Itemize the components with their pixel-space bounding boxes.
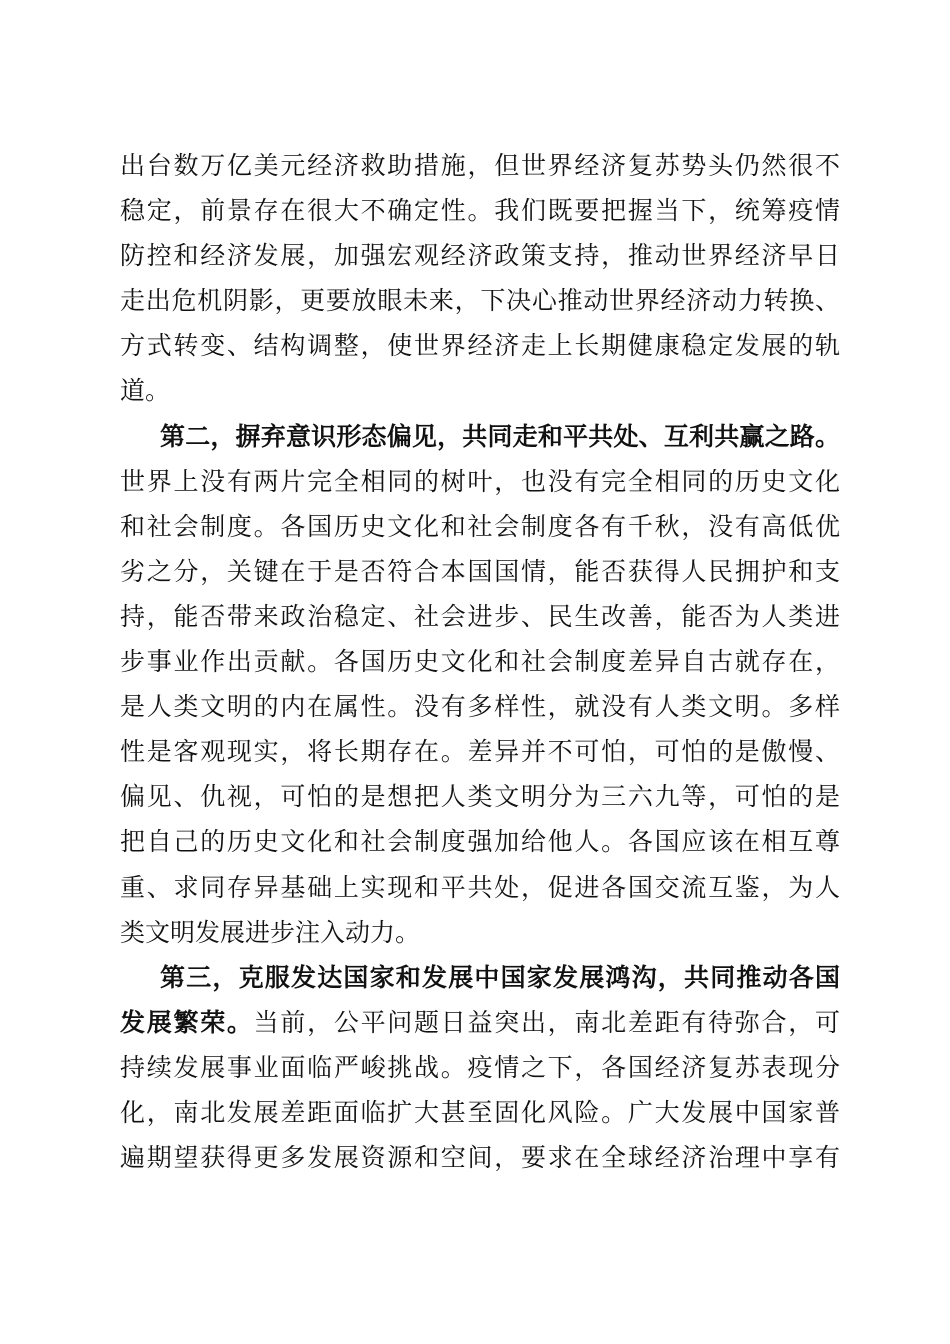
text-line: 稳定，前景存在很大不确定性。我们既要把握当下，统筹疫情 (120, 196, 840, 226)
text-line: 步事业作出贡献。各国历史文化和社会制度差异自古就存在， (120, 647, 840, 677)
text-line: 防控和经济发展，加强宏观经济政策支持，推动世界经济早日 (120, 241, 840, 271)
text-line-mixed (120, 1000, 840, 1045)
text-line: 出台数万亿美元经济救助措施，但世界经济复苏势头仍然很不 (120, 151, 840, 180)
paragraph-2 (120, 414, 840, 955)
text-line: 和社会制度。各国历史文化和社会制度各有千秋，没有高低优 (120, 511, 840, 541)
text-line: 化，南北发展差距面临扩大甚至固化风险。广大发展中国家普 (120, 1097, 840, 1127)
paragraph-1 (120, 143, 840, 414)
paragraph-heading: 第二，摒弃意识形态偏见，共同走和平共处、互利共赢之路。 (160, 421, 840, 451)
text-line: 是人类文明的内在属性。没有多样性，就没有人类文明。多样 (120, 692, 840, 722)
text-line: 持，能否带来政治稳定、社会进步、民生改善，能否为人类进 (120, 601, 840, 631)
text-line: 偏见、仇视，可怕的是想把人类文明分为三六九等，可怕的是 (120, 782, 840, 812)
document-body (120, 143, 840, 1180)
paragraph-heading-end: 发展繁荣。 (120, 1007, 254, 1037)
text-line: 劣之分，关键在于是否符合本国国情，能否获得人民拥护和支 (120, 556, 840, 586)
text-line: 走出危机阴影，更要放眼未来，下决心推动世界经济动力转换、 (120, 286, 840, 316)
text-line: 世界上没有两片完全相同的树叶，也没有完全相同的历史文化 (120, 466, 840, 496)
text-line: 性是客观现实，将长期存在。差异并不可怕，可怕的是傲慢、 (120, 737, 840, 767)
paragraph-3 (120, 955, 840, 1180)
text-line: 类文明发展进步注入动力。 (120, 917, 421, 947)
text-line: 重、求同存异基础上实现和平共处，促进各国交流互鉴，为人 (120, 872, 840, 902)
text-line: 方式转变、结构调整，使世界经济走上长期健康稳定发展的轨 (120, 331, 840, 361)
paragraph-heading: 第三，克服发达国家和发展中国家发展鸿沟，共同推动各国 (160, 962, 840, 992)
text-line: 持续发展事业面临严峻挑战。疫情之下，各国经济复苏表现分 (120, 1052, 840, 1082)
paragraph-text-start: 当前，公平问题日益突出，南北差距有待弥合，可 (253, 1007, 840, 1037)
text-line: 把自己的历史文化和社会制度强加给他人。各国应该在相互尊 (120, 827, 840, 857)
text-line: 道。 (120, 376, 171, 406)
text-line: 遍期望获得更多发展资源和空间，要求在全球经济治理中享有 (120, 1143, 840, 1173)
